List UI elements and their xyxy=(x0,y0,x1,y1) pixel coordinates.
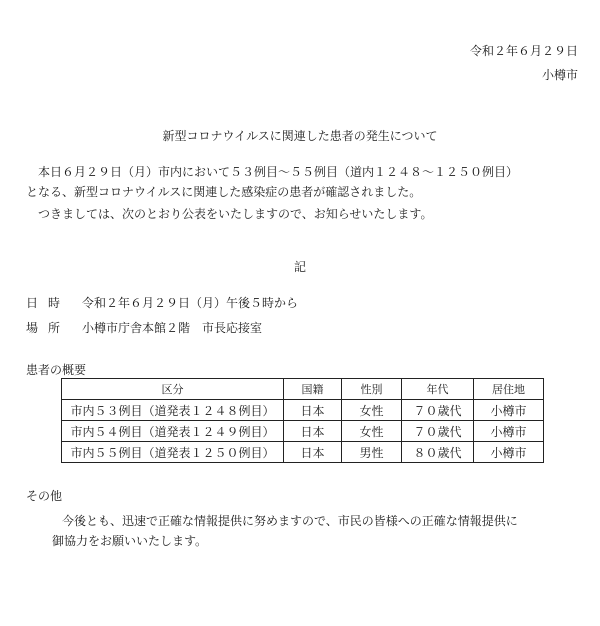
cell-residence: 小樽市 xyxy=(474,400,544,421)
cell-sex: 女性 xyxy=(342,421,402,442)
cell-nationality: 日本 xyxy=(284,421,342,442)
column-header-sex: 性別 xyxy=(342,379,402,400)
cell-sex: 女性 xyxy=(342,400,402,421)
place-row xyxy=(26,319,262,336)
summary-heading: 患者の概要 xyxy=(26,363,87,377)
intro-paragraph xyxy=(26,162,586,202)
column-header-category: 区分 xyxy=(62,379,284,400)
cell-nationality: 日本 xyxy=(284,442,342,463)
table-row xyxy=(62,442,544,463)
table-row xyxy=(62,400,544,421)
notice-paragraph xyxy=(26,204,586,224)
place-value: 小樽市庁舎本館２階 市長応接室 xyxy=(82,321,263,335)
cell-category: 市内５５例目（道発表１２５０例目） xyxy=(62,442,284,463)
issuer-name: 小樽市 xyxy=(541,68,578,82)
table-row xyxy=(62,421,544,442)
ki-marker: 記 xyxy=(293,260,306,274)
document-date: 令和２年６月２９日 xyxy=(469,44,578,58)
cell-residence: 小樽市 xyxy=(474,442,544,463)
cell-category: 市内５４例目（道発表１２４９例目） xyxy=(62,421,284,442)
others-line-1: 今後とも、迅速で正確な情報提供に努めますので、市民の皆様への正確な情報提供に xyxy=(62,514,518,528)
cell-age: ７０歳代 xyxy=(402,421,474,442)
cell-age: ８０歳代 xyxy=(402,442,474,463)
datetime-row xyxy=(26,294,298,311)
others-paragraph xyxy=(26,511,586,551)
column-header-residence: 居住地 xyxy=(474,379,544,400)
column-header-nationality: 国籍 xyxy=(284,379,342,400)
datetime-value: 令和２年６月２９日（月）午後５時から xyxy=(82,296,299,310)
place-label: 場所 xyxy=(26,321,71,335)
table-header-row xyxy=(62,379,544,400)
intro-line-2: となる、新型コロナウイルスに関連した感染症の患者が確認されました。 xyxy=(26,185,422,199)
column-header-age: 年代 xyxy=(402,379,474,400)
cell-age: ７０歳代 xyxy=(402,400,474,421)
document-title: 新型コロナウイルスに関連した患者の発生について xyxy=(162,129,438,143)
patient-summary-table xyxy=(61,378,544,463)
intro-line-1: 本日６月２９日（月）市内において５３例目～５５例目（道内１２４８～１２５０例目） xyxy=(38,165,519,179)
cell-sex: 男性 xyxy=(342,442,402,463)
others-line-2: 御協力をお願いいたします。 xyxy=(52,534,208,548)
notice-line: つきましては、次のとおり公表をいたしますので、お知らせいたします。 xyxy=(38,207,433,221)
datetime-label: 日時 xyxy=(26,296,71,310)
cell-residence: 小樽市 xyxy=(474,421,544,442)
cell-category: 市内５３例目（道発表１２４８例目） xyxy=(62,400,284,421)
others-heading: その他 xyxy=(26,489,63,503)
cell-nationality: 日本 xyxy=(284,400,342,421)
